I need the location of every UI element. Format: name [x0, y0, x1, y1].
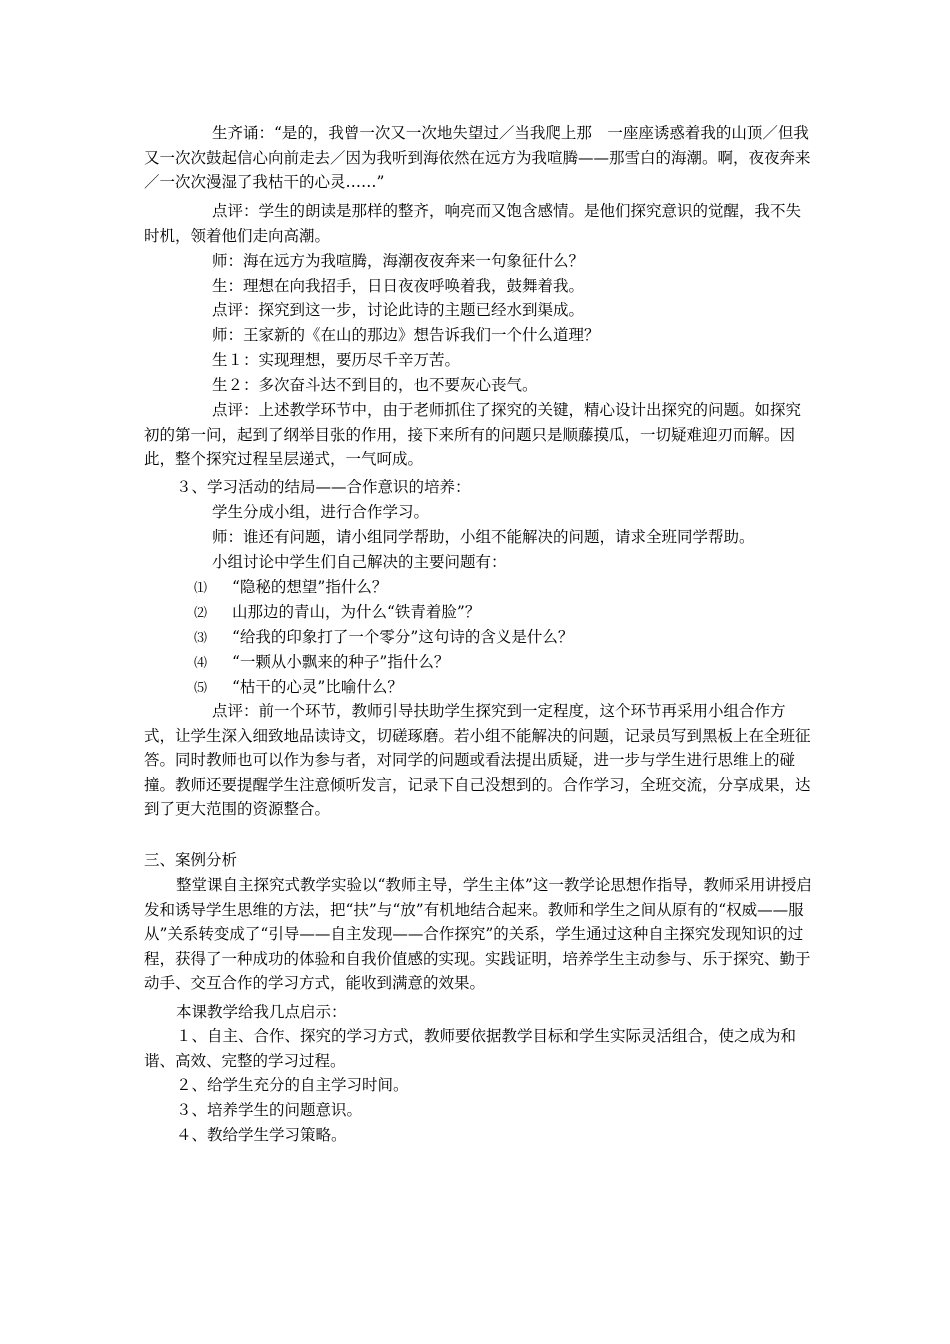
list-item-number: ⑷: [194, 656, 208, 671]
list-item-text: 山那边的青山，为什么“铁青着脸”？: [232, 603, 481, 621]
paragraph-insights-intro: 本课教学给我几点启示：: [176, 1003, 347, 1021]
paragraph-insight-2: ２、给学生充分的自主学习时间。: [176, 1076, 409, 1094]
list-item-text: “枯干的心灵”比喻什么？: [232, 678, 403, 696]
paragraph-teacher-question-1: 师：海在远方为我喧腾，海潮夜夜奔来一句象征什么？: [212, 252, 585, 270]
list-item-number: ⑵: [194, 606, 208, 621]
list-item-number: ⑴: [194, 581, 208, 596]
paragraph-analysis: 整堂课自主探究式教学实验以“教师主导，学生主体”这一教学论思想作指导，教师采用讲授启发和诱导学生思维的方法，把“扶”与“放”有机地结合起来。教师和学生之间从原有的“权威——服从”关系转变成了“引导——自主发现——合作探究”的关系，学生通过这种自主探究发现知识的过程，获得了一种成功的体验和自我价值感的实现。实践证明，培养学生主动参与、乐于探究、勤于动手、交互合作的学习方式，能收到满意的效果。: [144, 876, 812, 993]
paragraph-comment-3: 点评：上述教学环节中，由于老师抓住了探究的关键，精心设计出探究的问题。如探究初的第一问，起到了纲举目张的作用，接下来所有的问题只是顺藤摸瓜，一切疑难迎刃而解。因此，整个探究过程呈层递式，一气呵成。: [144, 401, 802, 469]
paragraph-recitation: 生齐诵：“是的，我曾一次又一次地失望过／当我爬上那 一座座诱惑着我的山顶／但我又一次次鼓起信心向前走去／因为我听到海依然在远方为我喧腾——那雪白的海潮。啊，夜夜奔来／一次次漫湿了我枯干的心灵……”: [144, 124, 811, 192]
paragraph-comment-1: 点评：学生的朗读是那样的整齐，响亮而又饱含感情。是他们探究意识的觉醒，我不失时机，领着他们走向高潮。: [144, 202, 802, 245]
list-item-text: “一颗从小飘来的种子”指什么？: [232, 653, 450, 671]
list-item: [194, 675, 403, 702]
heading-section-3: ３、学习活动的结局——合作意识的培养：: [176, 478, 471, 496]
list-item: [194, 600, 480, 627]
list-item-number: ⑶: [194, 631, 208, 646]
paragraph-insight-4: ４、教给学生学习策略。: [176, 1126, 347, 1144]
list-item: [194, 625, 573, 652]
paragraph-teacher-question-2: 师：王家新的《在山的那边》想告诉我们一个什么道理？: [212, 326, 600, 344]
paragraph-questions-intro: 小组讨论中学生们自己解决的主要问题有：: [212, 553, 507, 571]
paragraph-insight-3: ３、培养学生的问题意识。: [176, 1101, 363, 1119]
paragraph-comment-2: 点评：探究到这一步，讨论此诗的主题已经水到渠成。: [212, 301, 585, 319]
section-heading: 三、案例分析: [144, 851, 238, 869]
list-item-text: “隐秘的想望”指什么？: [232, 578, 388, 596]
list-item-text: “给我的印象打了一个零分”这句诗的含义是什么？: [232, 628, 574, 646]
list-item: [194, 575, 387, 602]
paragraph-comment-4: 点评：前一个环节，教师引导扶助学生探究到一定程度，这个环节再采用小组合作方式，让学生深入细致地品读诗文，切磋琢磨。若小组不能解决的问题，记录员写到黑板上在全班征答。同时教师也可以作为参与者，对同学的问题或看法提出质疑，进一步与学生进行思维上的碰撞。教师还要提醒学生注意倾听发言，记录下自己没想到的。合作学习，全班交流，分享成果，达到了更大范围的资源整合。: [144, 702, 811, 819]
list-item-number: ⑸: [194, 681, 208, 696]
paragraph-student-1: 生１：实现理想，要历尽千辛万苦。: [212, 351, 461, 369]
paragraph-group-work: 学生分成小组，进行合作学习。: [212, 503, 430, 521]
paragraph-teacher-instruction: 师：谁还有问题，请小组同学帮助，小组不能解决的问题，请求全班同学帮助。: [212, 528, 755, 546]
paragraph-student-answer-1: 生：理想在向我招手，日日夜夜呼唤着我，鼓舞着我。: [212, 277, 585, 295]
paragraph-insight-1: １、自主、合作、探究的学习方式，教师要依据教学目标和学生实际灵活组合，使之成为和谐、高效、完整的学习过程。: [144, 1027, 797, 1070]
paragraph-student-2: 生２：多次奋斗达不到目的，也不要灰心丧气。: [212, 376, 538, 394]
list-item: [194, 650, 449, 677]
